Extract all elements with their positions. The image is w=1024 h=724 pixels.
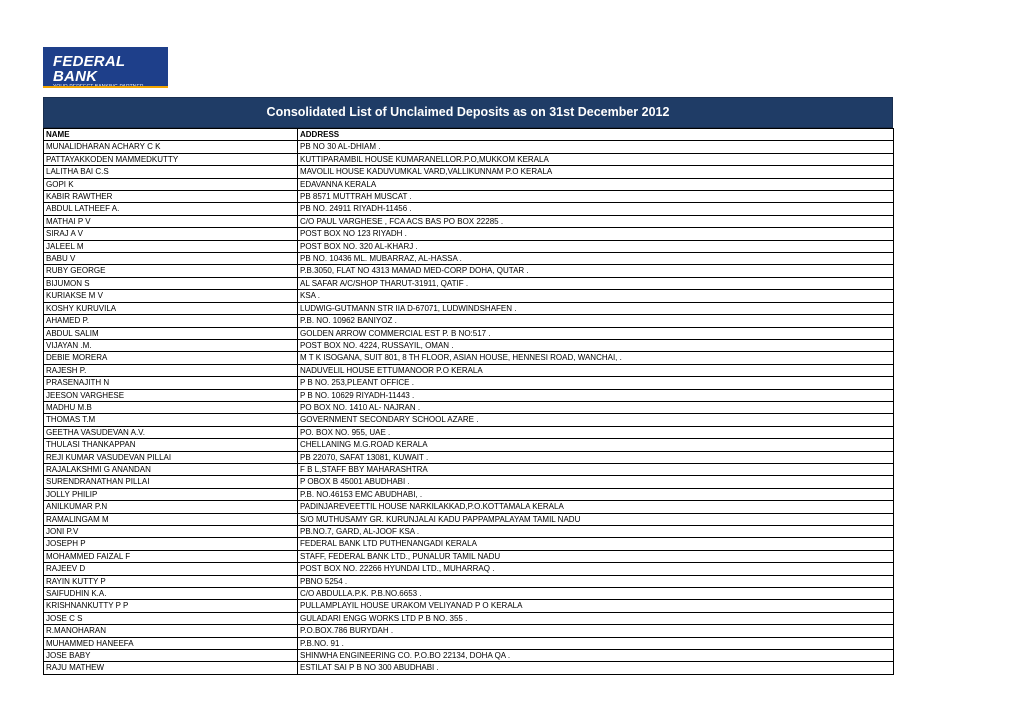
cell-name: RAJEEV D [44, 563, 298, 575]
table-body [44, 141, 894, 674]
cell-address: PADINJAREVEETTIL HOUSE NARKILAKKAD,P.O.KOTTAMALA KERALA [298, 501, 894, 513]
cell-address: POST BOX NO. 22266 HYUNDAI LTD., MUHARRAQ . [298, 563, 894, 575]
cell-name: MATHAI P V [44, 215, 298, 227]
cell-address: PB NO. 10436 ML. MUBARRAZ, AL-HASSA . [298, 253, 894, 265]
table-row [44, 153, 894, 165]
table-row [44, 290, 894, 302]
table-header-row [44, 129, 894, 141]
cell-name: VIJAYAN .M. [44, 339, 298, 351]
cell-address: CHELLANING M.G.ROAD KERALA [298, 439, 894, 451]
cell-name: RAJESH P. [44, 364, 298, 376]
table-row [44, 302, 894, 314]
cell-name: MOHAMMED FAIZAL F [44, 550, 298, 562]
cell-name: DEBIE MORERA [44, 352, 298, 364]
cell-address: STAFF, FEDERAL BANK LTD., PUNALUR TAMIL NADU [298, 550, 894, 562]
table-row [44, 414, 894, 426]
cell-address: PB 22070, SAFAT 13081, KUWAIT . [298, 451, 894, 463]
table-row [44, 588, 894, 600]
cell-name: RAYIN KUTTY P [44, 575, 298, 587]
cell-name: KOSHY KURUVILA [44, 302, 298, 314]
table-row [44, 277, 894, 289]
table-row [44, 364, 894, 376]
table-row [44, 575, 894, 587]
table-row [44, 327, 894, 339]
table-row [44, 315, 894, 327]
cell-name: RAJALAKSHMI G ANANDAN [44, 463, 298, 475]
cell-name: RUBY GEORGE [44, 265, 298, 277]
table-row [44, 352, 894, 364]
logo-accent-bar [43, 86, 168, 88]
cell-name: SURENDRANATHAN PILLAI [44, 476, 298, 488]
cell-address: PB.NO.7, GARD, AL-JOOF KSA . [298, 526, 894, 538]
table-row [44, 191, 894, 203]
cell-address: PULLAMPLAYIL HOUSE URAKOM VELIYANAD P O KERALA [298, 600, 894, 612]
cell-name: RAJU MATHEW [44, 662, 298, 674]
cell-address: P B NO. 10629 RIYADH-11443 . [298, 389, 894, 401]
table-row [44, 637, 894, 649]
cell-address: KUTTIPARAMBIL HOUSE KUMARANELLOR.P.O,MUKKOM KERALA [298, 153, 894, 165]
cell-address: F B L,STAFF BBY MAHARASHTRA [298, 463, 894, 475]
cell-name: REJI KUMAR VASUDEVAN PILLAI [44, 451, 298, 463]
cell-address: POST BOX NO. 320 AL-KHARJ . [298, 240, 894, 252]
cell-address: AL SAFAR A/C/SHOP THARUT-31911, QATIF . [298, 277, 894, 289]
column-header-address: ADDRESS [298, 129, 894, 141]
cell-address: M T K ISOGANA, SUIT 801, 8 TH FLOOR, ASIAN HOUSE, HENNESI ROAD, WANCHAI, . [298, 352, 894, 364]
cell-address: GULADARI ENGG WORKS LTD P B NO. 355 . [298, 612, 894, 624]
cell-address: PO BOX NO. 1410 AL- NAJRAN . [298, 401, 894, 413]
cell-name: ANILKUMAR P.N [44, 501, 298, 513]
table-row [44, 451, 894, 463]
unclaimed-deposits-sheet [43, 97, 893, 675]
cell-name: BIJUMON S [44, 277, 298, 289]
table-row [44, 203, 894, 215]
table-row [44, 215, 894, 227]
cell-name: MUHAMMED HANEEFA [44, 637, 298, 649]
table-row [44, 526, 894, 538]
cell-address: FEDERAL BANK LTD PUTHENANGADI KERALA [298, 538, 894, 550]
cell-address: LUDWIG-GUTMANN STR IIA D-67071, LUDWINDSHAFEN . [298, 302, 894, 314]
table-row [44, 228, 894, 240]
cell-name: KABIR RAWTHER [44, 191, 298, 203]
cell-name: GOPI K [44, 178, 298, 190]
cell-address: P.B.NO. 91 . [298, 637, 894, 649]
deposits-table [43, 128, 894, 675]
cell-address: C/O PAUL VARGHESE , FCA ACS BAS PO BOX 22285 . [298, 215, 894, 227]
table-row [44, 265, 894, 277]
cell-name: JOSE BABY [44, 650, 298, 662]
cell-name: MADHU M.B [44, 401, 298, 413]
table-row [44, 625, 894, 637]
page-title: Consolidated List of Unclaimed Deposits as on 31st December 2012 [43, 97, 893, 128]
table-row [44, 389, 894, 401]
cell-name: R.MANOHARAN [44, 625, 298, 637]
cell-name: THULASI THANKAPPAN [44, 439, 298, 451]
federal-bank-logo [43, 47, 168, 87]
cell-name: GEETHA VASUDEVAN A.V. [44, 426, 298, 438]
table-row [44, 463, 894, 475]
table-row [44, 501, 894, 513]
cell-name: SAIFUDHIN K.A. [44, 588, 298, 600]
cell-address: P OBOX B 45001 ABUDHABI . [298, 476, 894, 488]
table-row [44, 513, 894, 525]
cell-name: JOSE C S [44, 612, 298, 624]
table-row [44, 600, 894, 612]
table-row [44, 141, 894, 153]
cell-address: MAVOLIL HOUSE KADUVUMKAL VARD,VALLIKUNNAM P.O KERALA [298, 166, 894, 178]
cell-address: GOVERNMENT SECONDARY SCHOOL AZARE . [298, 414, 894, 426]
cell-address: P B NO. 253,PLEANT OFFICE . [298, 377, 894, 389]
cell-address: PB NO. 24911 RIYADH-11456 . [298, 203, 894, 215]
cell-name: PRASENAJITH N [44, 377, 298, 389]
cell-address: POST BOX NO. 4224, RUSSAYIL, OMAN . [298, 339, 894, 351]
cell-address: P.O.BOX.786 BURYDAH . [298, 625, 894, 637]
table-row [44, 563, 894, 575]
table-row [44, 377, 894, 389]
cell-address: P.B. NO.46153 EMC ABUDHABI, . [298, 488, 894, 500]
cell-name: JOLLY PHILIP [44, 488, 298, 500]
cell-name: PATTAYAKKODEN MAMMEDKUTTY [44, 153, 298, 165]
column-header-name: NAME [44, 129, 298, 141]
logo-name: FEDERAL BANK [53, 53, 125, 85]
table-row [44, 476, 894, 488]
table-row [44, 166, 894, 178]
cell-name: THOMAS T.M [44, 414, 298, 426]
table-row [44, 538, 894, 550]
cell-name: SIRAJ A V [44, 228, 298, 240]
cell-name: MUNALIDHARAN ACHARY C K [44, 141, 298, 153]
cell-name: JONI P.V [44, 526, 298, 538]
table-row [44, 662, 894, 674]
cell-address: PO. BOX NO. 955, UAE . [298, 426, 894, 438]
cell-name: ABDUL SALIM [44, 327, 298, 339]
cell-name: JOSEPH P [44, 538, 298, 550]
cell-address: S/O MUTHUSAMY GR. KURUNJALAI KADU PAPPAMPALAYAM TAMIL NADU [298, 513, 894, 525]
cell-address: ESTILAT SAI P B NO 300 ABUDHABI . [298, 662, 894, 674]
cell-address: POST BOX NO 123 RIYADH . [298, 228, 894, 240]
cell-name: JALEEL M [44, 240, 298, 252]
cell-name: LALITHA BAI C.S [44, 166, 298, 178]
cell-name: RAMALINGAM M [44, 513, 298, 525]
cell-name: BABU V [44, 253, 298, 265]
table-row [44, 488, 894, 500]
table-row [44, 426, 894, 438]
cell-name: JEESON VARGHESE [44, 389, 298, 401]
cell-name: KURIAKSE M V [44, 290, 298, 302]
cell-address: PB NO 30 AL-DHIAM . [298, 141, 894, 153]
table-row [44, 650, 894, 662]
cell-address: C/O ABDULLA.P.K. P.B.NO.6653 . [298, 588, 894, 600]
table-row [44, 439, 894, 451]
cell-address: GOLDEN ARROW COMMERCIAL EST P. B NO:517 . [298, 327, 894, 339]
cell-address: PB 8571 MUTTRAH MUSCAT . [298, 191, 894, 203]
table-row [44, 550, 894, 562]
cell-name: AHAMED P. [44, 315, 298, 327]
table-row [44, 401, 894, 413]
table-row [44, 612, 894, 624]
cell-address: KSA . [298, 290, 894, 302]
cell-address: SHINWHA ENGINEERING CO. P.O.BO 22134, DOHA QA . [298, 650, 894, 662]
cell-name: KRISHNANKUTTY P P [44, 600, 298, 612]
table-row [44, 253, 894, 265]
cell-address: PBNO 5254 . [298, 575, 894, 587]
cell-address: P.B.3050, FLAT NO 4313 MAMAD MED-CORP DOHA, QUTAR . [298, 265, 894, 277]
cell-address: NADUVELIL HOUSE ETTUMANOOR P.O KERALA [298, 364, 894, 376]
table-row [44, 240, 894, 252]
cell-name: ABDUL LATHEEF A. [44, 203, 298, 215]
table-row [44, 178, 894, 190]
cell-address: EDAVANNA KERALA [298, 178, 894, 190]
table-row [44, 339, 894, 351]
cell-address: P.B. NO. 10962 BANIYOZ . [298, 315, 894, 327]
